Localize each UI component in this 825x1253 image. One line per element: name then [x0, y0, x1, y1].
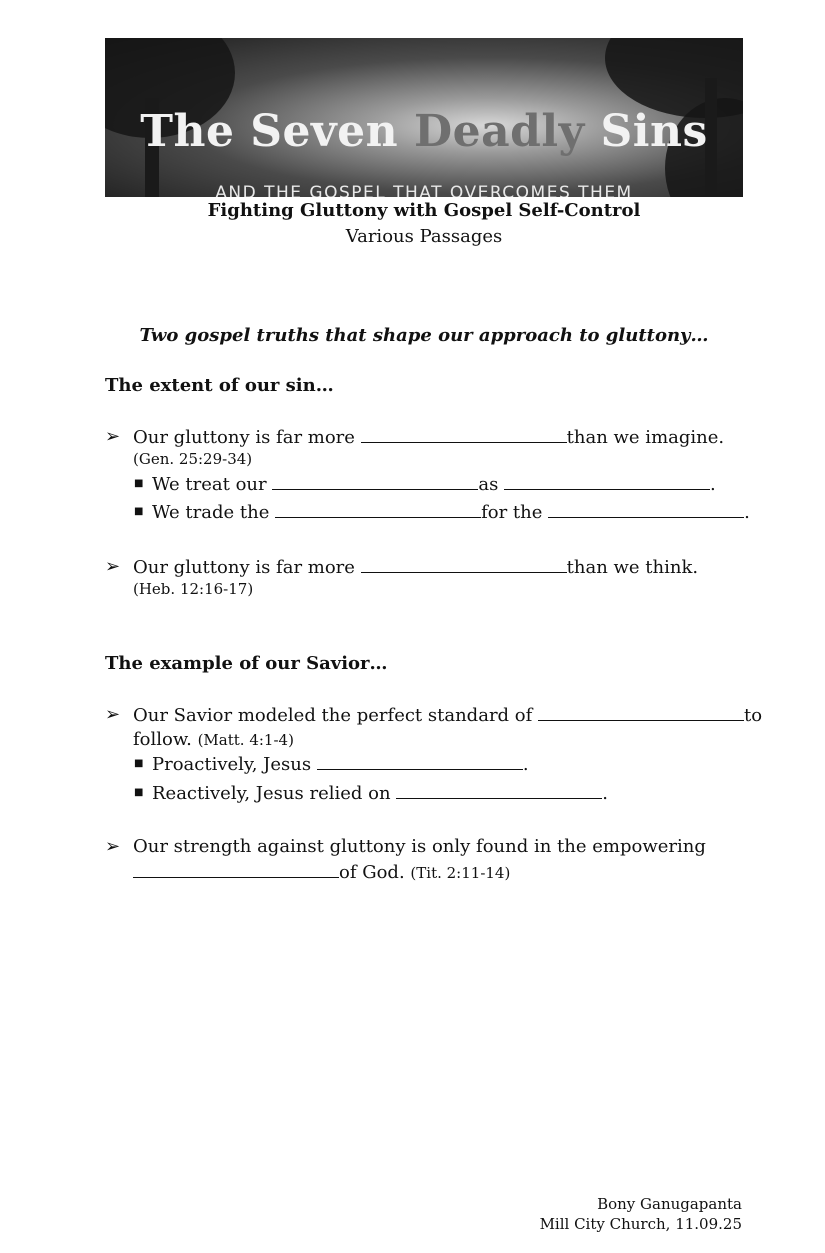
arrow-bullet-icon: ➢ [105, 426, 121, 447]
banner-title: The Seven Deadly Sins [140, 106, 708, 157]
scripture-ref: (Heb. 12:16-17) [133, 580, 254, 598]
point-savior-standard: Our Savior modeled the perfect standard of to [133, 705, 763, 726]
square-bullet-icon: ■ [134, 506, 144, 517]
square-bullet-icon: ■ [134, 787, 144, 798]
arrow-bullet-icon: ➢ [105, 704, 121, 725]
arrow-bullet-icon: ➢ [105, 556, 121, 577]
banner-subtitle: AND THE GOSPEL THAT OVERCOMES THEM [215, 183, 633, 197]
point-far-more-imagine: Our gluttony is far more than we imagine. [133, 427, 725, 448]
fill-blank[interactable] [396, 782, 602, 799]
fill-blank[interactable] [272, 473, 478, 490]
fill-blank[interactable] [133, 861, 339, 878]
fill-blank[interactable] [317, 753, 523, 770]
sermon-passages: Various Passages [345, 226, 503, 247]
fill-blank[interactable] [504, 473, 710, 490]
fill-blank[interactable] [538, 704, 744, 721]
section-heading-example: The example of our Savior… [105, 653, 388, 674]
fill-blank[interactable] [548, 501, 744, 518]
subpoint-proactively: Proactively, Jesus . [152, 754, 529, 775]
point-strength-cont: of God. (Tit. 2:11-14) [133, 861, 510, 883]
series-banner [105, 38, 743, 197]
scripture-ref: (Gen. 25:29-34) [133, 450, 253, 468]
fill-blank[interactable] [275, 501, 481, 518]
subpoint-trade: We trade the for the . [152, 502, 750, 523]
subpoint-reactively: Reactively, Jesus relied on . [152, 783, 609, 804]
church-date: Mill City Church, 11.09.25 [539, 1215, 742, 1233]
point-strength: Our strength against gluttony is only found in the empowering [133, 836, 706, 857]
point-far-more-think: Our gluttony is far more than we think. [133, 557, 699, 578]
subpoint-treat: We treat our as . [152, 474, 716, 495]
author-name: Bony Ganugapanta [597, 1195, 742, 1213]
square-bullet-icon: ■ [134, 758, 144, 769]
arrow-bullet-icon: ➢ [105, 836, 121, 857]
point-savior-standard-cont: follow. (Matt. 4:1-4) [133, 729, 294, 750]
fill-blank[interactable] [361, 556, 567, 573]
section-heading-extent: The extent of our sin… [105, 375, 334, 396]
intro-statement: Two gospel truths that shape our approach to gluttony… [139, 325, 709, 346]
square-bullet-icon: ■ [134, 478, 144, 489]
fill-blank[interactable] [361, 426, 567, 443]
sermon-title: Fighting Gluttony with Gospel Self-Control [207, 200, 641, 221]
